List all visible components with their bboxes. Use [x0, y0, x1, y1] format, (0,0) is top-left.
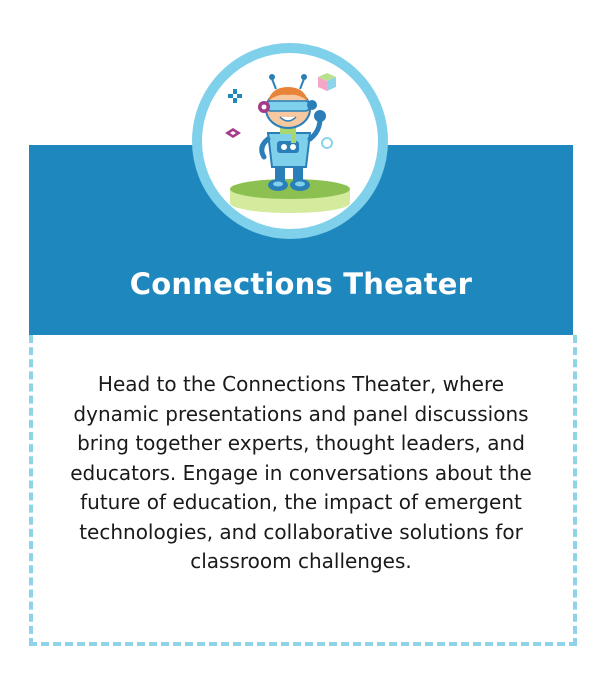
card-description: Head to the Connections Theater, where dynamic presentations and panel discussions bring together experts, thought leaders, and educators. Engage in conversations about the future of education, the impact of emergent technologies, and collaborative solutions for classroom challenges. [70, 372, 532, 573]
robot-mascot-on-stage-icon [192, 43, 388, 239]
card-title: Connections Theater [129, 267, 473, 301]
